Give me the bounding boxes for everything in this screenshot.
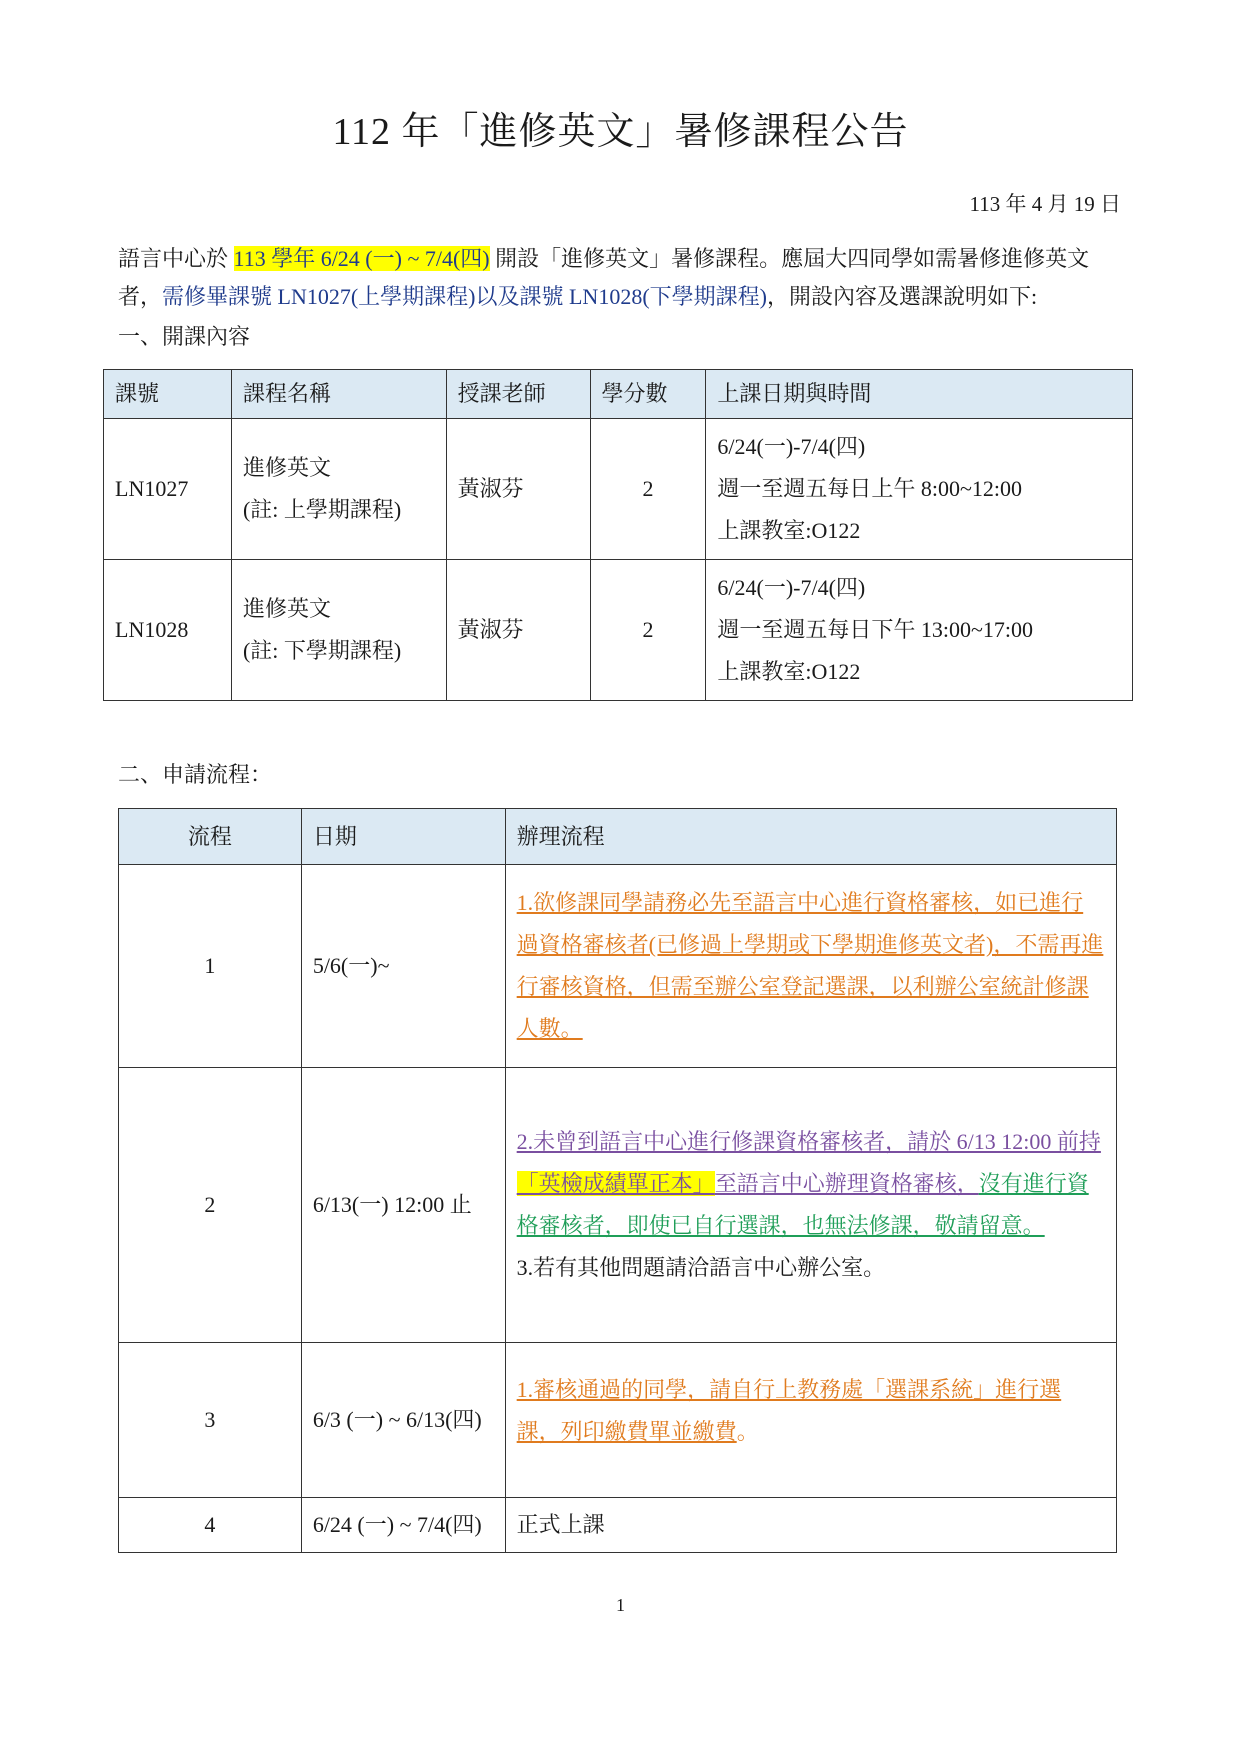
table-row [119,1498,1117,1553]
doc-date: 113 年 4 月 19 日 [969,192,1121,216]
table-row [104,560,1133,701]
course-name-line: 進修英文 [242,455,331,480]
table-row [119,1343,1117,1498]
intro-text-1: 語言中心於 [118,246,234,271]
page-number: 1 [616,1595,625,1615]
step-date: 6/24 (一) ~ 7/4(四) [301,1498,505,1553]
course-table [103,369,1133,701]
schedule-room: 上課教室:O122 [717,518,861,543]
course-teacher: 黃淑芬 [446,419,590,560]
schedule-dates: 6/24(一)-7/4(四) [717,575,866,600]
schedule-hours: 週一至週五每日上午 8:00~12:00 [717,476,1023,501]
intro-text-2: 開設「進修英文」暑修課程。應屆大四同學如需暑修進修英文者， [118,246,1090,309]
step-2-warning: 沒有進行資格審核者，即使已自行選課，也無法修課，敬請留意。 [516,1171,1089,1238]
intro-course-codes: 需修畢課號 LN1027(上學期課程)以及課號 LN1028(下學期課程) [162,284,767,309]
course-schedule [706,419,1133,560]
process-table [118,808,1117,1553]
step-2-instructions: 2.未曾到語言中心進行修課資格審核者，請於 6/13 12:00 前持 [516,1129,1101,1154]
course-code: LN1027 [104,419,232,560]
course-table-header [104,370,1133,419]
header-cell: 流程 [119,809,302,865]
intro-text-3: ，開設內容及選課說明如下: [766,284,1038,309]
course-teacher: 黃淑芬 [446,560,590,701]
header-cell: 上課日期與時間 [706,370,1133,419]
table-row [104,419,1133,560]
step-description [505,865,1116,1068]
table-row [119,1068,1117,1343]
process-table-header [119,809,1117,865]
header-cell: 學分數 [590,370,706,419]
course-schedule [706,560,1133,701]
course-name [231,560,446,701]
intro-date-highlight: 113 學年 6/24 (一) ~ 7/4(四) [233,246,490,271]
step-description [505,1068,1116,1343]
header-cell: 日期 [301,809,505,865]
step-date: 6/13(一) 12:00 止 [301,1068,505,1343]
header-cell: 課號 [104,370,232,419]
schedule-dates: 6/24(一)-7/4(四) [717,434,866,459]
course-credits: 2 [590,419,706,560]
step-description [505,1343,1116,1498]
step-3-period: 。 [736,1419,759,1444]
step-description: 正式上課 [505,1498,1116,1553]
header-cell: 辦理流程 [505,809,1116,865]
header-cell: 課程名稱 [231,370,446,419]
course-note: (註: 上學期課程) [242,497,402,522]
step-1-instructions: 1.欲修課同學請務必先至語言中心進行資格審核，如已進行過資格審核者(已修過上學期或下學期進修英文者)，不需再進行審核資格，但需至辦公室登記選課，以利辦公室統計修課人數。 [516,890,1104,1041]
step-3-instructions: 1.審核通過的同學，請自行上教務處「選課系統」進行選課，列印繳費單並繳費 [516,1377,1062,1444]
step-number: 3 [119,1343,302,1498]
course-code: LN1028 [104,560,232,701]
section-heading-2: 二、申請流程： [118,762,273,787]
schedule-hours: 週一至週五每日下午 13:00~17:00 [717,617,1034,642]
intro-paragraph [118,240,1128,316]
step-number: 4 [119,1498,302,1553]
step-number: 1 [119,865,302,1068]
step-date: 6/3 (一) ~ 6/13(四) [301,1343,505,1498]
section-heading-1: 一、開課內容 [118,324,251,349]
header-cell: 授課老師 [446,370,590,419]
step-2-instructions-cont: 至語言中心辦理資格審核， [714,1171,979,1196]
course-credits: 2 [590,560,706,701]
step-date: 5/6(一)~ [301,865,505,1068]
course-name [231,419,446,560]
step-2-contact-note: 3.若有其他問題請洽語言中心辦公室。 [516,1255,886,1280]
course-note: (註: 下學期課程) [242,638,402,663]
step-number: 2 [119,1068,302,1343]
schedule-room: 上課教室:O122 [717,659,861,684]
table-row [119,865,1117,1068]
doc-title: 112 年「進修英文」暑修課程公告 [332,111,909,153]
course-name-line: 進修英文 [242,596,331,621]
transcript-highlight: 「英檢成績單正本」 [516,1171,715,1196]
